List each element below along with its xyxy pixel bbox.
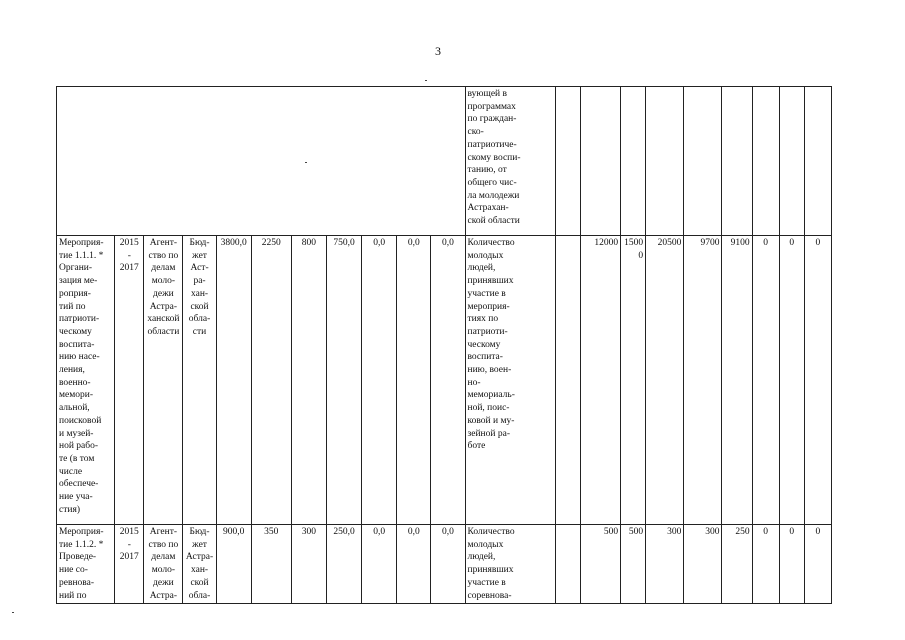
empty-cell xyxy=(57,87,466,236)
indicator-value-cell: 500 xyxy=(621,525,646,604)
indicator-text-cell: Количество молодых людей, принявших участие в мероприя- тиях по патриоти- ческому воспита- нию, воен- но- мемориаль- ной, поис- ковой и му- зейной ра- боте xyxy=(465,236,555,525)
indicator-value-cell: 9700 xyxy=(684,236,722,525)
indicator-text-cell: Количество молодых людей, принявших участие в соревнова- xyxy=(465,525,555,604)
table-row-event-1-1-1 xyxy=(57,236,832,525)
funding-year-cell: 350 xyxy=(251,525,291,604)
empty-cell xyxy=(646,87,684,236)
funding-total-cell: 3800,0 xyxy=(216,236,251,525)
indicator-text-cell: вующей в программах по граждан- ско- патриотиче- скому воспи- танию, от общего чис- ла молодежи Астрахан- ской области xyxy=(465,87,555,236)
scan-speck xyxy=(12,612,14,613)
indicator-value-cell: 250 xyxy=(722,525,752,604)
period-cell: 2015 - 2017 xyxy=(115,236,144,525)
indicator-value-cell: 500 xyxy=(580,525,620,604)
event-name-cell: Мероприя- тие 1.1.1. * Органи- зация ме- роприя- тий по патриоти- ческому воспита- нию насе- ления, военно- мемори- альной, поисковой и музей- ной рабо- те (в том числе обеспече- ние уча- стия) xyxy=(57,236,115,525)
empty-cell xyxy=(684,87,722,236)
indicator-value-cell xyxy=(555,236,580,525)
indicator-value-cell: 0 xyxy=(804,236,831,525)
indicator-value-cell: 0 xyxy=(752,236,779,525)
indicator-value-cell: 0 xyxy=(779,236,804,525)
indicator-value-cell: 300 xyxy=(684,525,722,604)
funding-year-cell: 0,0 xyxy=(362,236,397,525)
empty-cell xyxy=(752,87,779,236)
empty-cell xyxy=(779,87,804,236)
indicator-value-cell xyxy=(555,525,580,604)
funding-year-cell: 0,0 xyxy=(431,525,465,604)
table-row-continuation xyxy=(57,87,832,236)
funding-total-cell: 900,0 xyxy=(216,525,251,604)
program-table xyxy=(56,86,832,604)
indicator-value-cell: 300 xyxy=(646,525,684,604)
indicator-value-cell: 20500 xyxy=(646,236,684,525)
indicator-value-cell: 0 xyxy=(779,525,804,604)
funding-source-cell: Бюд- жет Астра- хан- ской обла- xyxy=(183,525,216,604)
empty-cell xyxy=(580,87,620,236)
empty-cell xyxy=(621,87,646,236)
event-name-cell: Мероприя- тие 1.1.2. * Проведе- ние со- ревнова- ний по xyxy=(57,525,115,604)
funding-year-cell: 300 xyxy=(291,525,326,604)
executor-cell: Агент- ство по делам моло- дежи Астра- xyxy=(144,525,183,604)
indicator-value-cell: 0 xyxy=(752,525,779,604)
funding-year-cell: 0,0 xyxy=(431,236,465,525)
scan-speck xyxy=(425,80,427,81)
funding-year-cell: 250,0 xyxy=(326,525,361,604)
funding-year-cell: 0,0 xyxy=(397,236,431,525)
executor-cell: Агент- ство по делам моло- дежи Астра- ханской области xyxy=(144,236,183,525)
empty-cell xyxy=(722,87,752,236)
empty-cell xyxy=(804,87,831,236)
empty-cell xyxy=(555,87,580,236)
table-row-event-1-1-2 xyxy=(57,525,832,604)
funding-year-cell: 800 xyxy=(291,236,326,525)
indicator-value-cell: 9100 xyxy=(722,236,752,525)
funding-year-cell: 750,0 xyxy=(326,236,361,525)
indicator-value-cell: 12000 xyxy=(580,236,620,525)
period-cell: 2015 - 2017 xyxy=(115,525,144,604)
funding-year-cell: 2250 xyxy=(251,236,291,525)
indicator-value-cell: 0 xyxy=(804,525,831,604)
page-number: 3 xyxy=(435,44,441,58)
funding-year-cell: 0,0 xyxy=(362,525,397,604)
indicator-value-cell: 15000 xyxy=(621,236,646,525)
funding-source-cell: Бюд- жет Аст- ра- хан- ской обла- сти xyxy=(183,236,216,525)
funding-year-cell: 0,0 xyxy=(397,525,431,604)
